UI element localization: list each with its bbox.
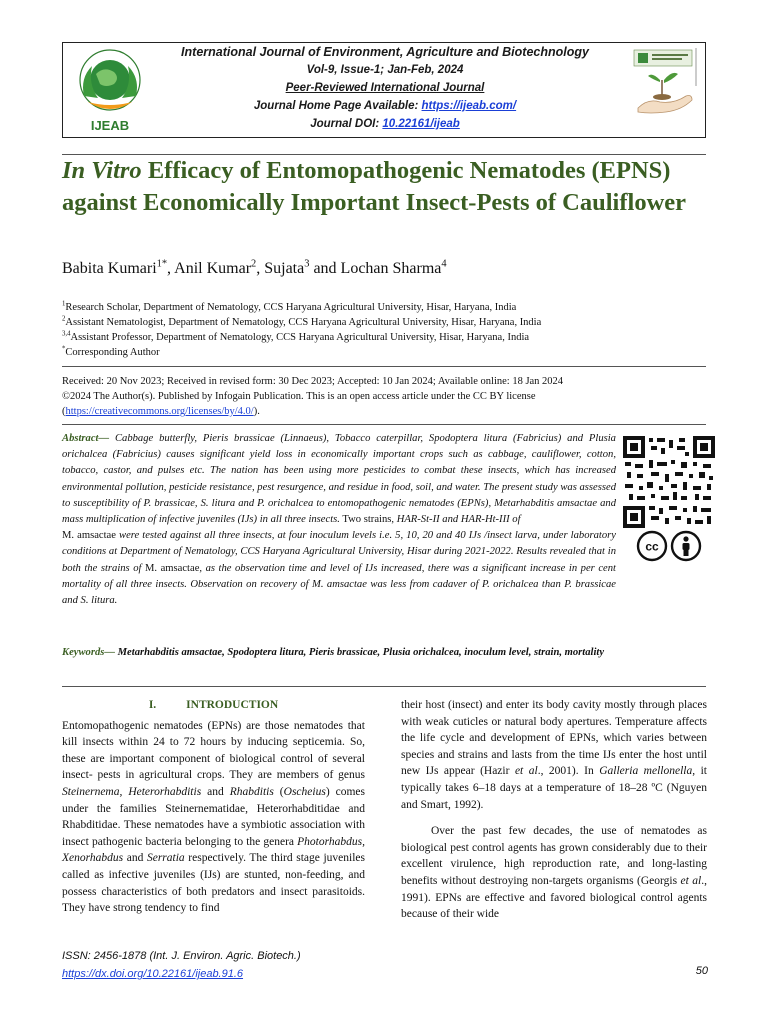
affiliation-line [62, 315, 702, 330]
body-text: and [123, 852, 147, 865]
abstract-dash: — [98, 433, 115, 444]
affiliation-text: Assistant Nematologist, Department of Nematology, CCS Haryana Agricultural University, Hisar, Haryana, India [65, 317, 542, 328]
article-doi-link[interactable]: https://dx.doi.org/10.22161/ijeab.91.6 [62, 968, 244, 980]
journal-doi-label: Journal DOI: [310, 118, 383, 130]
body-text: ) comes under the families Steinernematidae, Heterorhabditidae and Rhabditidae. These nematodes have a symbiotic association with insect pathogenic bacteria belonging to the genera [62, 785, 365, 848]
body-column-right [401, 697, 707, 923]
license-link[interactable]: https://creativecommons.org/licenses/by/4.0/ [65, 406, 254, 417]
svg-text:cc: cc [645, 539, 659, 554]
received-dates: Received: 20 Nov 2023; Received in revised form: 30 Dec 2023; Accepted: 10 Jan 2024; Available online: 18 Jan 2024 [62, 376, 564, 387]
affiliation-line [62, 345, 702, 360]
hand-sapling-icon [630, 46, 700, 118]
abstract-text: Two strains, [339, 514, 397, 526]
abstract-species: M. amsactae [62, 530, 116, 542]
body-text: respectively. The third stage juveniles called as infective juveniles (IJs) are stunted, non-feeding, and possess characteristics of both predators and insect parasitoids. They have strong tendency to find [62, 852, 365, 915]
peer-reviewed-label: Peer-Reviewed International Journal [285, 82, 485, 94]
body-text: ., 1991). EPNs are effective and favored biological control agents because of their wide [401, 874, 707, 921]
section-title: INTRODUCTION [186, 699, 279, 711]
home-page-link[interactable]: https://ijeab.com/ [421, 100, 517, 112]
title-italic-part: In Vitro [62, 157, 142, 184]
body-column-left [62, 697, 365, 917]
author-name: Anil Kumar [174, 260, 252, 277]
affiliation-sup: * [62, 345, 66, 353]
et-al: et al [680, 874, 702, 887]
affiliation-line [62, 330, 702, 345]
abstract-strains: HAR-St-II and HAR-Ht-III [396, 514, 510, 526]
author-separator: , [167, 260, 175, 277]
body-text: ( [273, 785, 284, 798]
cc-by-license-icon[interactable] [626, 530, 706, 562]
history-divider [62, 424, 706, 425]
body-paragraph [62, 718, 365, 917]
affiliations [62, 300, 702, 360]
svg-text:IJEAB: IJEAB [90, 118, 130, 133]
abstract-label: Abstract [62, 433, 99, 444]
affiliation-sup: 1 [62, 300, 66, 308]
keywords-text: Metarhabditis amsactae, Spodoptera litura, Pieris brassicae, Plusia orichalcea, inoculum level, strain, mortality [117, 647, 605, 658]
article-history: Received: 20 Nov 2023; Received in revised form: 30 Dec 2023; Accepted: 10 Jan 2024; Available online: 18 Jan 2024 ©2024 The Author(s). Published by Infogain Publication. This is an open access article under the CC BY license (https://creativecommons.org/licenses/by/4.0/). [62, 374, 702, 419]
body-text: and [201, 785, 230, 798]
genus-name: Rhabditis [229, 785, 274, 798]
author-list [62, 259, 702, 279]
section-heading [62, 697, 365, 714]
journal-volume: Vol-9, Issue-1; Jan-Feb, 2024 [306, 64, 464, 76]
keywords-divider [62, 686, 706, 687]
section-number: I. [148, 699, 157, 711]
keywords [62, 645, 616, 661]
keywords-label: Keywords [62, 647, 105, 658]
abstract-species: M. amsactae [144, 562, 200, 574]
affiliation-sup: 3,4 [62, 330, 71, 338]
body-paragraph [401, 697, 707, 813]
journal-header [170, 43, 600, 133]
page-number: 50 [695, 965, 708, 977]
author-sup: 3 [304, 258, 310, 270]
et-al: et al [514, 765, 538, 778]
affiliation-text: Corresponding Author [65, 347, 160, 358]
affiliation-divider [62, 366, 706, 367]
body-text: ., 2001). In [537, 765, 600, 778]
genus-name: Oscheius [283, 785, 326, 798]
genus-name: Serratia [146, 852, 185, 865]
species-name: Galleria mellonella [599, 765, 693, 778]
abstract-text: , as the observation time and level of IJs increased, there was a significant increase in per cent mortality of all three insects. Observation on recovery of M. amsactae was less from cadaver of P. orichalcea than P. brassicae and S. litura. [62, 562, 616, 607]
author-name: Lochan Sharma [340, 260, 442, 277]
abstract [62, 431, 616, 609]
genus-name: Steinernema, Heterorhabditis [62, 785, 202, 798]
body-text: , it typically takes 6–18 days at a temperature of 18–28 ºC (Nguyen and Smart, 1992). [401, 765, 707, 811]
keywords-dash: — [104, 647, 118, 658]
page-footer [62, 947, 708, 983]
author-sup: 1* [156, 258, 168, 270]
author-sup: 2 [251, 258, 257, 270]
home-page-label: Journal Home Page Available: [253, 100, 422, 112]
affiliation-text: Assistant Professor, Department of Nematology, CCS Haryana Agricultural University, Hisar, Haryana, India [70, 332, 530, 343]
author-name: Sujata [264, 260, 305, 277]
author-separator: and [309, 260, 341, 277]
author-sup: 4 [441, 258, 447, 270]
copyright-notice: ©2024 The Author(s). Published by Infogain Publication. This is an open access article under the CC BY license [62, 391, 536, 402]
genus-name: Photorhabdus, Xenorhabdus [62, 835, 365, 865]
author-name: Babita Kumari [62, 260, 157, 277]
affiliation-line [62, 300, 702, 315]
abstract-text: of [509, 514, 521, 526]
issn-line: ISSN: 2456-1878 (Int. J. Environ. Agric. Biotech.) [62, 950, 301, 962]
journal-doi-link[interactable]: 10.22161/ijeab [382, 118, 460, 130]
journal-logo-icon [70, 44, 150, 136]
abstract-text: were tested against all three insects, at four inoculum levels i.e. 5, 10, 20 and 40 IJs /insect larva, under laboratory conditions at Department of Nematology, CCS Haryana Agricultural University, Hisar during 2021-2022. Results revealed that in both the strains of [62, 530, 616, 574]
title-rest: Efficacy of Entomopathogenic Nematodes (EPNS) against Economically Important Insect-Pests of Cauliflower [62, 157, 687, 216]
paper-title [62, 155, 722, 219]
author-separator: , [256, 260, 265, 277]
qr-code-icon[interactable] [623, 436, 715, 528]
abstract-text: Cabbage butterfly, Pieris brassicae (Linnaeus), Tobacco caterpillar, Spodoptera litura (Fabricius) and Plusia orichalcea (Fabricius) causes significant yield loss in economically important crops such as cabbage, cauliflower, cotton, tobacco, castor, and pulses etc. The nation has been using more pesticides to combat these insects, which has increased environmental pollution, pesticide resistance, pest resurgence, and residue in food, soil, and water. The present study was assessed to susceptibility of P. brassicae, S. litura and P. orichalcea to entomopathogenic nematodes (EPNs), Metarhabditis amsactae and mass multiplication of infective juveniles (IJs) in all three insects. [62, 433, 616, 526]
affiliation-sup: 2 [62, 315, 66, 323]
body-text: Over the past few decades, the use of nematodes as biological pest control agents has grown considerably due to their excellent virulence, high reproduction rate, and long-lasting benefits without destroying non-targets organisms (Georgis [401, 825, 707, 887]
journal-name: International Journal of Environment, Agriculture and Biotechnology [181, 45, 589, 59]
body-text: Entomopathogenic nematodes (EPNs) are those nematodes that kill insects within 24 to 72 hours by inducing septicemia. So, these are important component of biological control of several insect- pests in agricultural crops. They are members of genus [62, 719, 365, 782]
body-paragraph [401, 823, 707, 923]
body-text: their host (insect) and enter its body cavity mostly through places with weak cuticles or natural body apertures. Temperature affects the life cycle and development of EPNs, which varies between species and strains and lasts from the time IJs enter the host until new IJs appear (Hazir [401, 699, 707, 778]
affiliation-text: Research Scholar, Department of Nematology, CCS Haryana Agricultural University, Hisar, Haryana, India [65, 302, 517, 313]
